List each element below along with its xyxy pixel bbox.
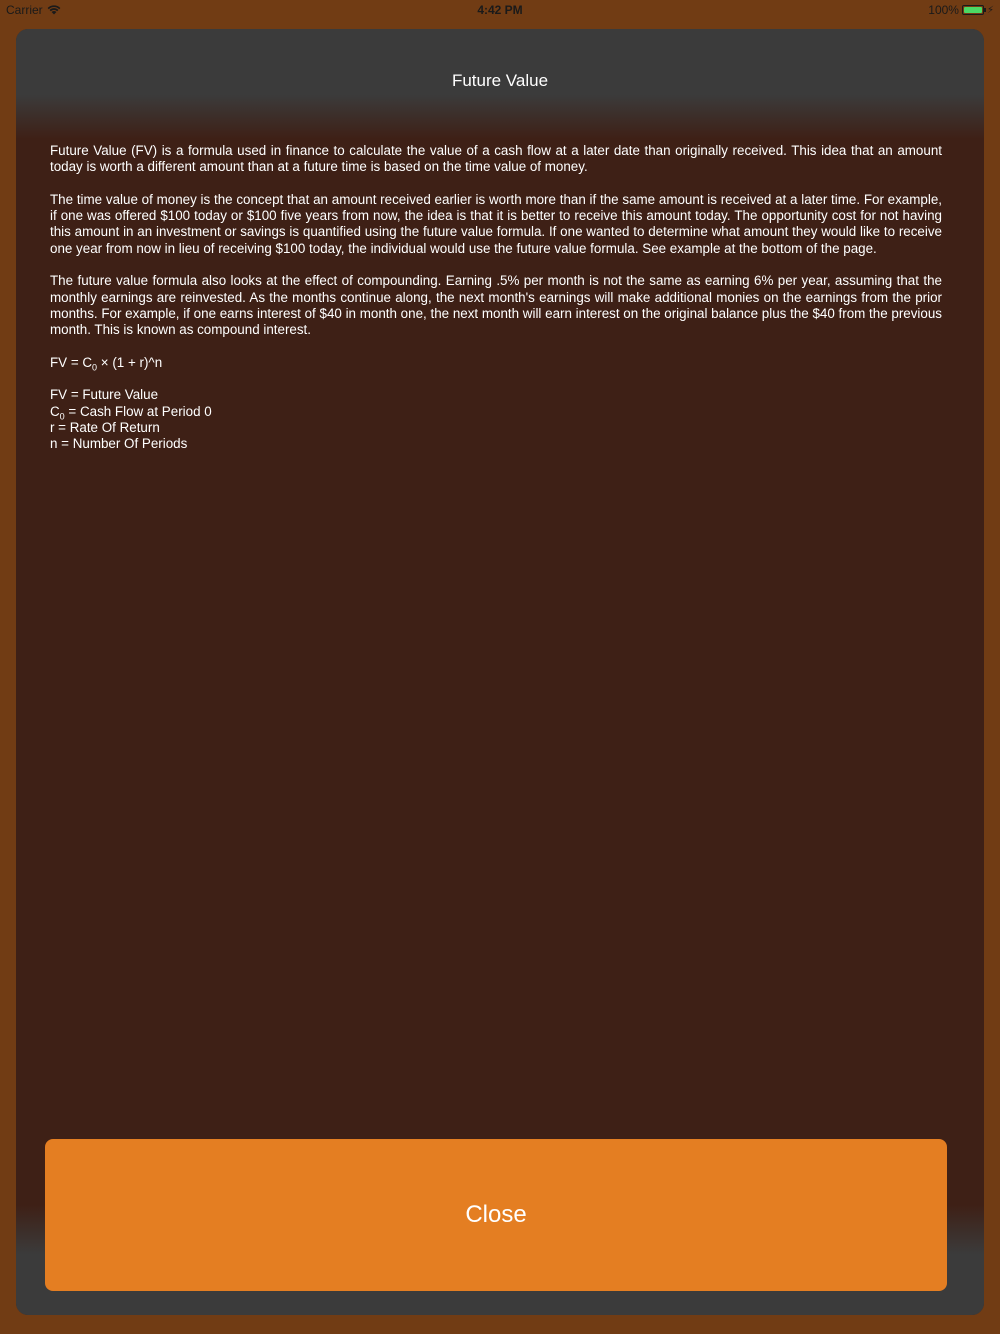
battery-icon: [962, 5, 984, 15]
definition-c0-prefix: C: [50, 403, 60, 419]
modal-header: [16, 29, 984, 139]
definition-c0-subscript: 0: [59, 411, 65, 422]
status-time: 4:42 PM: [477, 3, 523, 17]
battery-percent: 100%: [928, 3, 959, 17]
paragraph-compounding: The future value formula also looks at the effect of compounding. Earning .5% per month is not the same as earning 6% per year, assuming that the monthly earnings are reinvested. As the months continue along, the next month's earnings will make additional monies on the earnings from the prior months. For example, if one earns interest of $40 in month one, the next month will earn interest on the original balance plus the $40 from the previous month. This is known as compound interest.: [50, 273, 942, 338]
modal-title: Future Value: [451, 71, 549, 90]
carrier-label: Carrier: [6, 3, 43, 17]
close-button[interactable]: Close: [45, 1139, 947, 1291]
definition-n: n = Number Of Periods: [50, 436, 188, 452]
definition-c0-text: = Cash Flow at Period 0: [64, 403, 212, 419]
formula-lhs: FV = C: [50, 354, 93, 370]
definition-r: r = Rate Of Return: [50, 420, 160, 436]
paragraph-intro: Future Value (FV) is a formula used in finance to calculate the value of a cash flow at a later date than originally received. This idea that an amount today is worth a different amount than at a future time is based on the time value of money.: [50, 143, 942, 175]
info-modal: [16, 29, 984, 1315]
status-right: [928, 3, 994, 17]
formula: [50, 355, 942, 371]
definition-c0: [50, 404, 942, 420]
battery-fill: [964, 7, 982, 13]
definition-fv: FV = Future Value: [50, 387, 159, 403]
paragraph-time-value: The time value of money is the concept that an amount received earlier is worth more than if the same amount is received at a later time. For example, if one was offered $100 today or $100 five years from now, the idea is that it is better to receive this amount today. The opportunity cost for not having this amount in an investment or savings is quantified using the future value formula. If one wanted to determine what amount they would like to receive one year from now in lieu of receiving $100 today, the individual would use the future value formula. See example at the bottom of the page.: [50, 191, 942, 256]
status-bar: [0, 0, 1000, 22]
modal-content: [50, 143, 942, 453]
formula-subscript: 0: [92, 362, 98, 373]
charging-icon: ⚡: [986, 4, 994, 16]
formula-rhs: × (1 + r)^n: [97, 354, 163, 370]
